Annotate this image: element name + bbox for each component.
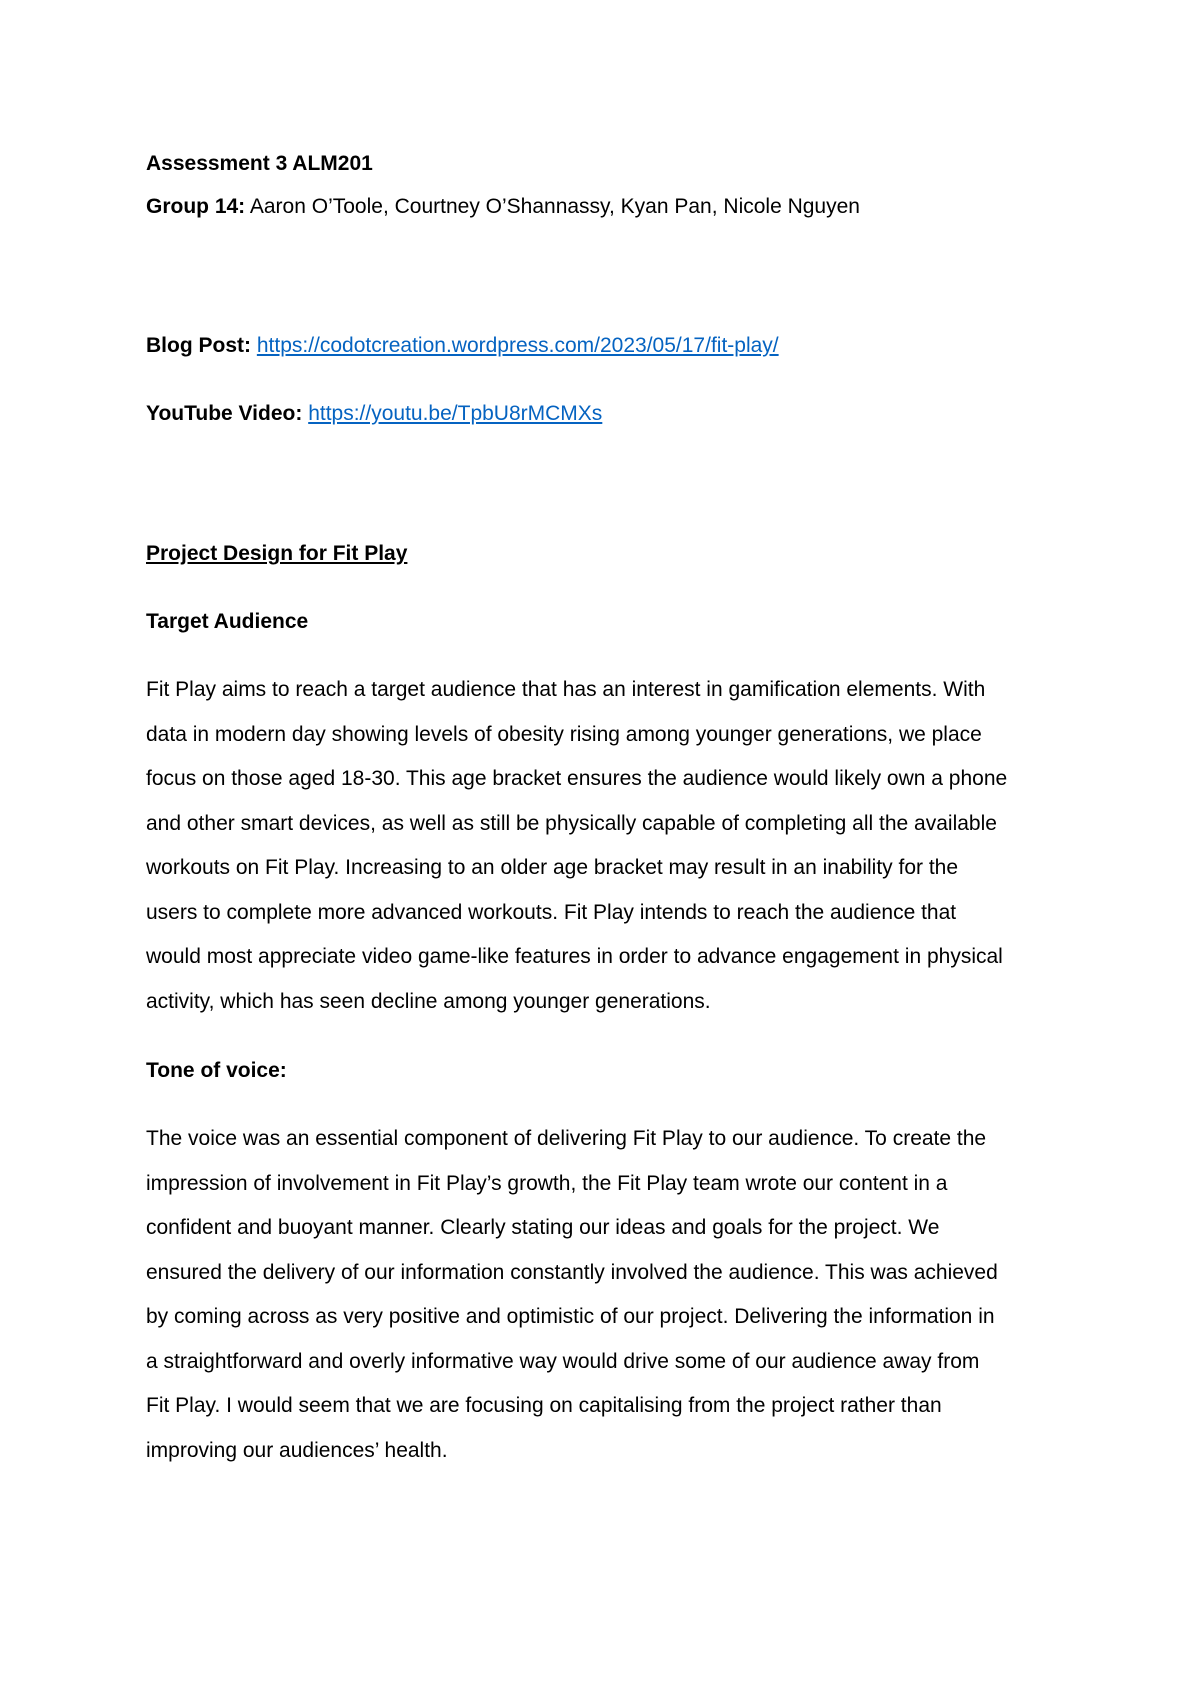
paragraph-line: activity, which has seen decline among younger generations. bbox=[146, 990, 711, 1013]
paragraph-line: Fit Play. I would seem that we are focusing on capitalising from the project rather than bbox=[146, 1394, 942, 1417]
paragraph-line: and other smart devices, as well as still be physically capable of completing all the available bbox=[146, 812, 997, 835]
tone-of-voice-heading: Tone of voice: bbox=[146, 1059, 287, 1082]
paragraph-line: would most appreciate video game-like features in order to advance engagement in physical bbox=[146, 945, 1003, 968]
paragraph-line: by coming across as very positive and optimistic of our project. Delivering the information in bbox=[146, 1305, 995, 1328]
paragraph-line: focus on those aged 18-30. This age bracket ensures the audience would likely own a phone bbox=[146, 767, 1008, 790]
paragraph-line: ensured the delivery of our information constantly involved the audience. This was achieved bbox=[146, 1261, 998, 1284]
paragraph-line: a straightforward and overly informative way would drive some of our audience away from bbox=[146, 1350, 980, 1373]
paragraph-line: confident and buoyant manner. Clearly stating our ideas and goals for the project. We bbox=[146, 1216, 940, 1239]
paragraph-line: improving our audiences’ health. bbox=[146, 1439, 448, 1462]
group-label: Group 14: bbox=[146, 195, 246, 218]
group-line bbox=[146, 194, 860, 220]
paragraph-line: Fit Play aims to reach a target audience that has an interest in gamification elements. With bbox=[146, 678, 986, 701]
blog-post-label: Blog Post: bbox=[146, 334, 251, 357]
paragraph-line: The voice was an essential component of delivering Fit Play to our audience. To create the bbox=[146, 1127, 987, 1150]
youtube-video-label: YouTube Video: bbox=[146, 402, 303, 425]
blog-post-link[interactable]: https://codotcreation.wordpress.com/2023/05/17/fit-play/ bbox=[256, 334, 779, 357]
paragraph-line: data in modern day showing levels of obesity rising among younger generations, we place bbox=[146, 723, 982, 746]
blog-post-line bbox=[146, 333, 779, 359]
paragraph-line: users to complete more advanced workouts. Fit Play intends to reach the audience that bbox=[146, 901, 957, 924]
youtube-video-link[interactable]: https://youtu.be/TpbU8rMCMXs bbox=[308, 402, 603, 425]
paragraph-line: workouts on Fit Play. Increasing to an older age bracket may result in an inability for the bbox=[146, 856, 959, 879]
youtube-video-line bbox=[146, 401, 602, 427]
section-title: Project Design for Fit Play bbox=[146, 542, 408, 565]
document-title: Assessment 3 ALM201 bbox=[146, 152, 373, 175]
paragraph-line: impression of involvement in Fit Play’s growth, the Fit Play team wrote our content in a bbox=[146, 1172, 948, 1195]
target-audience-heading: Target Audience bbox=[146, 610, 309, 633]
group-members: Aaron O’Toole, Courtney O’Shannassy, Kyan Pan, Nicole Nguyen bbox=[245, 195, 860, 218]
